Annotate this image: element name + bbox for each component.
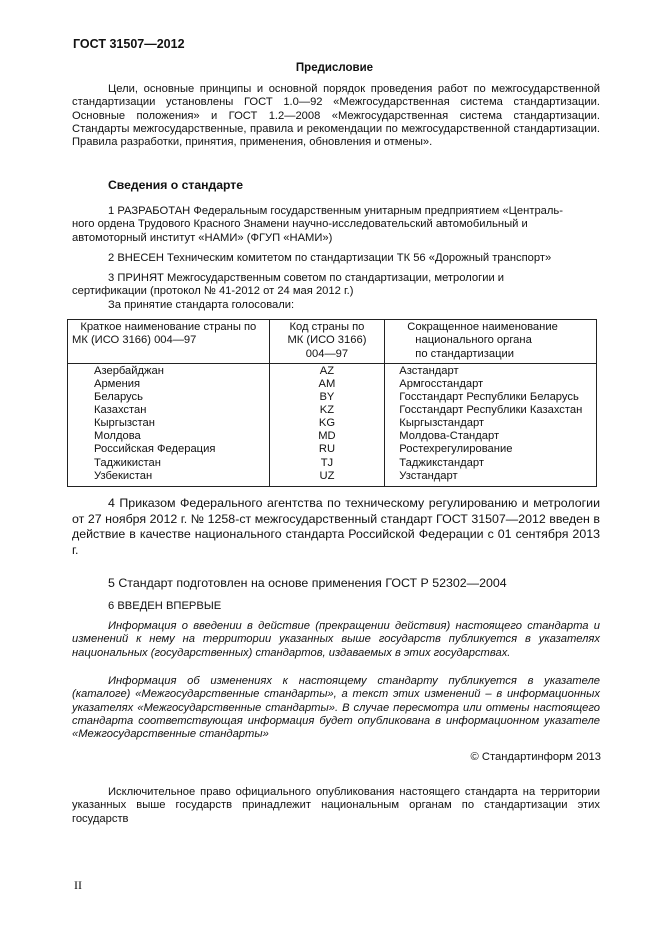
- table-row: [68, 430, 597, 443]
- info-section-title: Сведения о стандарте: [108, 178, 244, 192]
- info-item-6: 6 ВВЕДЕН ВПЕРВЫЕ: [108, 600, 222, 612]
- col-header-country-line: Краткое наименование страны по: [80, 321, 257, 333]
- code-cell: MD: [269, 430, 385, 443]
- table-row: [68, 404, 597, 417]
- table-row: [68, 443, 597, 456]
- col-header-code-line: 004—97: [305, 347, 349, 360]
- info-item-1-line-3: автомоторный институт «НАМИ» (ФГУП «НАМИ»): [72, 231, 333, 244]
- notice-changes: Информация об изменениях к настоящему стандарту публикуется в указателе (каталоге) «Межгосударственные стандарты», а текст этих изменений – в информационных указателях «Межгосударственные стандарты». В случае пересмотра или отмены настоящего стандарта соответствующая информация будет опубликована в информационном указателе «Межгосударственные стандарты»: [72, 675, 600, 741]
- col-header-body: [385, 320, 597, 364]
- col-header-country: [68, 320, 270, 364]
- info-item-3-line-1: 3 ПРИНЯТ Межгосударственным советом по стандартизации, метрологии и: [108, 272, 505, 284]
- info-item-1-line-1: 1 РАЗРАБОТАН Федеральным государственным унитарным предприятием «Централь-: [108, 205, 563, 217]
- table-row: [68, 391, 597, 404]
- country-cell: Беларусь: [68, 391, 270, 404]
- info-item-3-line-2: сертификации (протокол № 41-2012 от 24 мая 2012 г.): [72, 285, 354, 298]
- notice-publication: Информация о введении в действие (прекращении действия) настоящего стандарта и изменений к нему на территории указанных выше государств публикуется в указателях национальных (государственных) стандартов, издаваемых в этих государствах.: [72, 620, 600, 659]
- country-cell: Таджикистан: [68, 457, 270, 470]
- col-header-code-line: Код страны по: [289, 321, 365, 333]
- code-cell: UZ: [269, 470, 385, 487]
- code-cell: AZ: [269, 363, 385, 378]
- info-item-1-line-2: ного ордена Трудового Красного Знамени научно-исследовательский автомобильный и: [72, 218, 528, 231]
- standards-body-cell: Госстандарт Республики Казахстан: [385, 404, 597, 417]
- foreword-text: Цели, основные принципы и основной порядок проведения работ по межгосударственной стандартизации установлены ГОСТ 1.0—92 «Межгосударственная система стандартизации. Основные положения» и ГОСТ 1.2—2008 «Межгосударственная система стандартизации. Стандарты межгосударственные, правила и рекомендации по межгосударственной стандартизации. Правила разработки, принятия, применения, обновления и отмены».: [72, 83, 600, 149]
- info-item-1: [72, 205, 612, 245]
- table-header-row: [68, 320, 597, 364]
- country-cell: Кыргызстан: [68, 417, 270, 430]
- col-header-body-line: по стандартизации: [415, 347, 515, 360]
- code-cell: AM: [269, 378, 385, 391]
- table-row: [68, 470, 597, 487]
- info-item-3: [72, 272, 612, 312]
- foreword-title: Предисловие: [295, 62, 374, 74]
- standards-body-cell: Госстандарт Республики Беларусь: [385, 391, 597, 404]
- code-cell: BY: [269, 391, 385, 404]
- col-header-code-line: МК (ИСО 3166): [287, 334, 367, 347]
- standards-body-cell: Армгосстандарт: [385, 378, 597, 391]
- info-item-5: 5 Стандарт подготовлен на основе применения ГОСТ Р 52302—2004: [108, 576, 507, 590]
- standards-body-cell: Таджикстандарт: [385, 457, 597, 470]
- page-header-standard-id: ГОСТ 31507—2012: [73, 37, 185, 51]
- country-cell: Молдова: [68, 430, 270, 443]
- country-cell: Казахстан: [68, 404, 270, 417]
- exclusive-rights-text: Исключительное право официального опубликования настоящего стандарта на территории указанных выше государств принадлежит национальным органам по стандартизации этих государств: [72, 786, 600, 825]
- country-cell: Российская Федерация: [68, 443, 270, 456]
- table-row: [68, 378, 597, 391]
- standards-body-cell: Молдова-Стандарт: [385, 430, 597, 443]
- code-cell: RU: [269, 443, 385, 456]
- code-cell: KG: [269, 417, 385, 430]
- code-cell: TJ: [269, 457, 385, 470]
- col-header-body-line: национального органа: [415, 334, 532, 347]
- country-cell: Азербайджан: [68, 363, 270, 378]
- page-number: II: [74, 878, 82, 892]
- code-cell: KZ: [269, 404, 385, 417]
- standards-body-cell: Узстандарт: [385, 470, 597, 487]
- col-header-code: [269, 320, 385, 364]
- info-item-4: 4 Приказом Федерального агентства по техническому регулированию и метрологии от 27 ноября 2012 г. № 1258-ст межгосударственный стандарт ГОСТ 31507—2012 введен в действие в качестве национального стандарта Российской Федерации с 01 сентября 2013 г.: [72, 496, 600, 557]
- copyright-notice: © Стандартинформ 2013: [470, 751, 601, 763]
- info-item-2: 2 ВНЕСЕН Техническим комитетом по стандартизации ТК 56 «Дорожный транспорт»: [108, 252, 552, 264]
- standards-body-cell: Азстандарт: [385, 363, 597, 378]
- voting-table: [67, 319, 597, 487]
- table-row: [68, 457, 597, 470]
- country-cell: Армения: [68, 378, 270, 391]
- table-row: [68, 417, 597, 430]
- table-row: [68, 363, 597, 378]
- voted-label: За принятие стандарта голосовали:: [108, 298, 295, 311]
- country-cell: Узбекистан: [68, 470, 270, 487]
- col-header-country-line: МК (ИСО 3166) 004—97: [72, 334, 197, 347]
- standards-body-cell: Ростехрегулирование: [385, 443, 597, 456]
- col-header-body-line: Сокращенное наименование: [407, 321, 558, 333]
- standards-body-cell: Кыргызстандарт: [385, 417, 597, 430]
